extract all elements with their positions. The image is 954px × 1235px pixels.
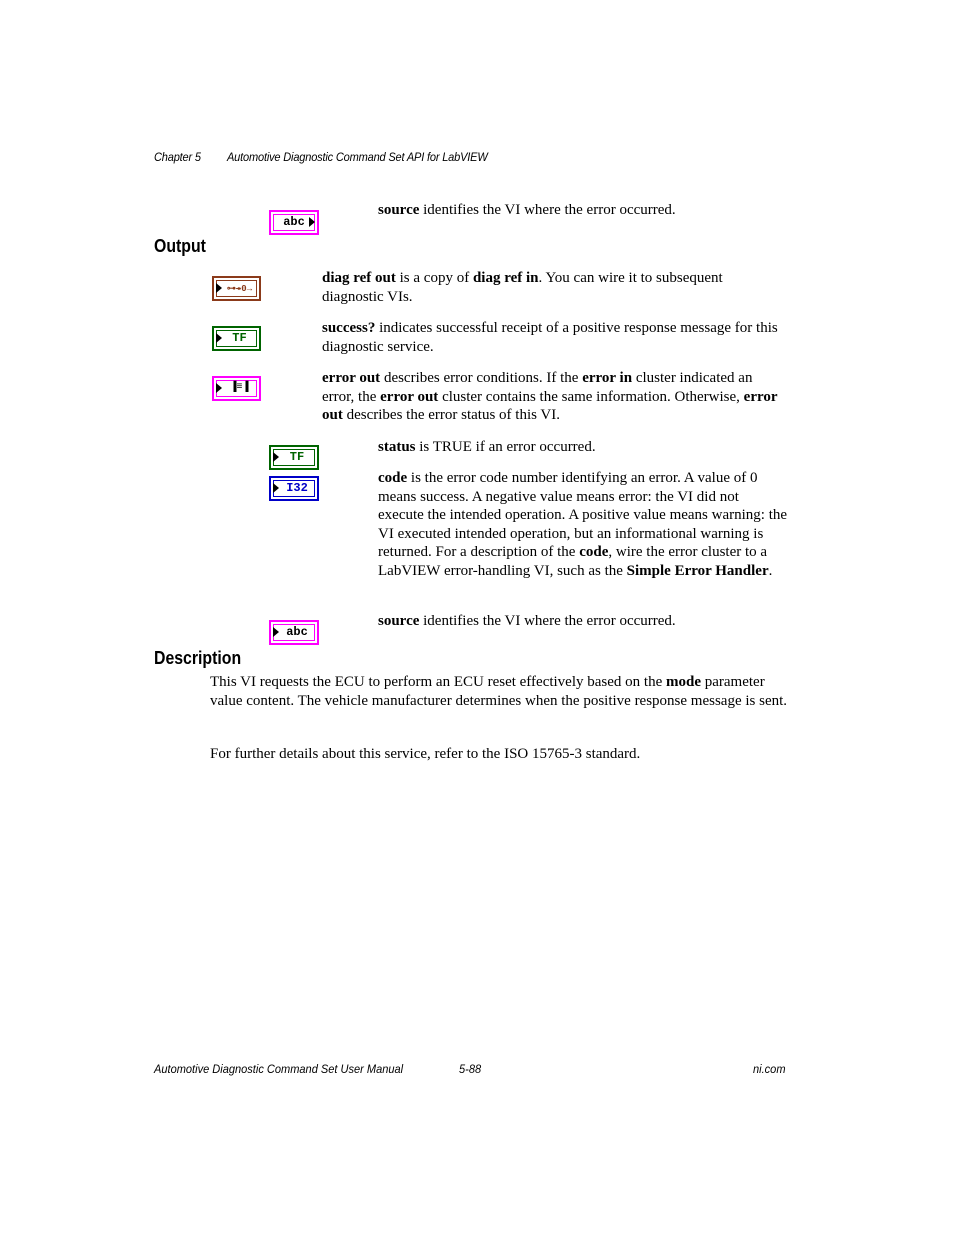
text: is the error code number identifying an error. A value of 0 means success. A negative value means error: the VI did not execute the intended operation. A positive value means warning: the VI executed intended operation, but an informational warning is returned. For a description of the	[378, 470, 788, 561]
diag-ref-out-desc	[322, 269, 788, 306]
icon-label: abc	[283, 215, 305, 229]
text: This VI requests the ECU to perform an ECU reset effectively based on the	[210, 674, 666, 690]
term: success?	[322, 320, 376, 336]
text: indicates successful receipt of a positive response message for this diagnostic service.	[322, 320, 778, 355]
icon-label: ⊶↠0→	[226, 284, 253, 294]
boolean-terminal-icon	[212, 326, 261, 351]
text: describes the error status of this VI.	[342, 407, 561, 424]
footer-page-number: 5-88	[459, 1062, 482, 1076]
string-terminal-icon	[269, 620, 319, 645]
term: code	[579, 544, 609, 561]
term: error in	[582, 370, 633, 386]
text: cluster contains the same information. Otherwise,	[438, 388, 744, 405]
status-desc	[378, 438, 788, 457]
header-chapter: Chapter 5	[154, 150, 201, 164]
source-top-desc	[378, 201, 788, 220]
boolean-terminal-icon	[269, 445, 319, 470]
description-paragraph-2: For further details about this service, refer to the ISO 15765-3 standard.	[210, 746, 641, 762]
section-heading-output: Output	[154, 236, 206, 256]
integer-terminal-icon	[269, 476, 319, 501]
cluster-terminal-icon	[212, 376, 261, 401]
source-desc	[378, 612, 788, 631]
term: error out	[322, 370, 381, 386]
section-heading-description: Description	[154, 648, 242, 668]
icon-label: I32	[286, 481, 308, 495]
term: Simple Error Handler	[626, 562, 769, 579]
term: status	[378, 439, 416, 455]
text: , wire the error cluster to a LabVIEW error-handling VI, such as the	[378, 544, 768, 579]
footer-site: ni.com	[753, 1062, 786, 1076]
text: identifies the VI where the error occurred.	[419, 202, 676, 218]
term: error out	[380, 388, 439, 405]
text: is TRUE if an error occurred.	[415, 439, 596, 455]
description-paragraph	[210, 673, 788, 710]
header-title: Automotive Diagnostic Command Set API for LabVIEW	[227, 150, 488, 164]
refnum-terminal-icon	[212, 276, 261, 301]
term: mode	[665, 674, 701, 690]
term: source	[378, 202, 420, 218]
term: diag ref in	[472, 270, 539, 286]
term: error out	[322, 388, 778, 424]
icon-label: ▐≡▐	[230, 382, 249, 393]
text: parameter value content. The vehicle manufacturer determines when the positive response message is sent.	[210, 674, 788, 709]
icon-label: TF	[232, 331, 247, 345]
text: is a copy of	[395, 270, 473, 286]
term: diag ref out	[322, 270, 396, 286]
text: describes error conditions. If the	[380, 370, 583, 386]
string-terminal-icon	[269, 210, 319, 235]
term: code	[378, 470, 408, 486]
success-desc	[322, 319, 788, 356]
icon-label: TF	[289, 450, 305, 464]
term: source	[378, 613, 420, 629]
icon-label: abc	[286, 625, 308, 639]
text: .	[768, 562, 773, 579]
footer-manual-title: Automotive Diagnostic Command Set User Manual	[154, 1062, 404, 1076]
text: . You can wire it to subsequent diagnostic VIs.	[322, 270, 723, 305]
text: cluster indicated an error, the	[322, 370, 753, 405]
error-out-desc	[322, 369, 788, 425]
text: identifies the VI where the error occurred.	[419, 613, 676, 629]
code-desc	[378, 469, 788, 581]
